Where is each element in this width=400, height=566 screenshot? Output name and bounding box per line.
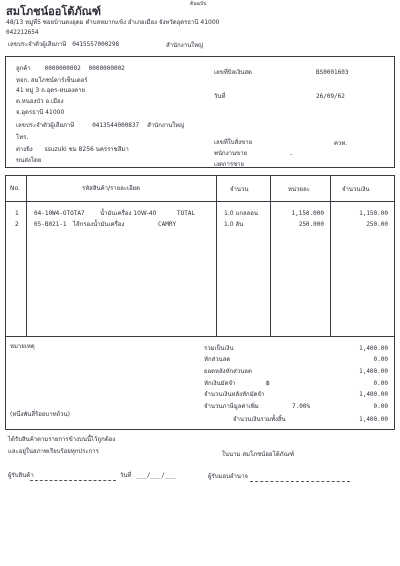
receiver-label: ผู้รับสินค้า — [8, 472, 34, 479]
total-label-vat: จำนวนภาษีมูลค่าเพิ่ม — [204, 403, 259, 410]
company-tax-id-value: 0415557000298 — [72, 41, 120, 48]
customer-name: หจก. สมโภชน์คาร์เซ็นเตอร์ — [16, 77, 88, 84]
doc-number: BS0001603 — [316, 69, 349, 76]
row-2-price: 250.000 — [298, 221, 324, 228]
received-note-2: และอยู่ในสภาพเรียบร้อยทุกประการ — [8, 448, 99, 455]
col-divider-price — [330, 175, 331, 336]
customer-phone-label: โทร. — [16, 134, 29, 141]
row-1-price: 1,150.000 — [291, 210, 324, 217]
customer-tax-id-value: 0413544000837 — [92, 122, 140, 129]
doc-date: 26/09/62 — [316, 93, 345, 100]
total-deposit-symbol: ฿ — [266, 380, 270, 387]
authorized-signature-line — [250, 481, 350, 482]
total-label-after-deposit: จำนวนเงินหลังหักมัดจำ — [204, 391, 265, 398]
total-label-after-discount: ยอดหลังหักส่วนลด — [204, 368, 252, 375]
row-2-amount: 250.00 — [366, 221, 388, 228]
company-tax-id-label: เลขประจำตัวผู้เสียภาษี — [8, 41, 67, 48]
header-amount: จำนวนเงิน — [342, 186, 370, 193]
row-1-extra: TOTAL — [177, 210, 196, 217]
doc-ref-label: เลขที่ใบสั่งขาย — [214, 139, 253, 146]
customer-code — [16, 65, 125, 72]
customer-tax-id — [16, 122, 184, 129]
customer-branch: สำนักงานใหญ่ — [147, 122, 185, 129]
row-2-qty: 1.0 ลัน — [224, 221, 244, 228]
total-value-after-deposit: 1,400.00 — [359, 391, 388, 398]
customer-address-3: จ.อุดรธานี 41000 — [16, 109, 65, 116]
header-desc: รหัสสินค้า/รายละเอียด — [82, 185, 141, 192]
doc-salesperson-label: พนักงานขาย — [214, 150, 248, 157]
header-price: หน่วยละ — [288, 186, 310, 193]
customer-code-1: 0000000002 — [44, 65, 81, 72]
row-1-amount: 1,150.00 — [359, 210, 388, 217]
receiver-date-label: วันที่ — [120, 472, 132, 479]
customer-vehicle-value: ssuzuki ชม 8256 นครราชสีมา — [44, 146, 129, 153]
total-value-subtotal: 1,400.00 — [359, 345, 388, 352]
row-1-qty: 1.0 แกลลอน — [224, 210, 259, 217]
customer-code-2: 0000000002 — [88, 65, 125, 72]
receiver-date-blank: ___/___/___ — [136, 472, 176, 479]
amount-in-words: (หนึ่งพันสี่ร้อยบาทถ้วน) — [10, 411, 70, 418]
received-note-1: ได้รับสินค้าตามรายการข้างบนนี้ไว้ถูกต้อง — [8, 436, 116, 443]
total-label-grand: จำนวนเงินรวมทั้งสิ้น — [233, 416, 286, 423]
company-branch: สำนักงานใหญ่ — [166, 42, 204, 49]
doc-number-label: เลขที่บิลเงินสด — [214, 69, 252, 76]
company-name: สมโภชน์ออโต้ภัณฑ์ — [6, 5, 101, 18]
doc-payment-label: เงตการชาย — [214, 161, 245, 168]
col-divider-desc — [216, 175, 217, 336]
customer-delivery — [16, 157, 41, 164]
customer-tax-id-label: เลขประจำตัวผู้เสียภาษี — [16, 122, 75, 129]
total-label-discount: หักส่วนลด — [204, 356, 231, 363]
row-2-code: 05-B021-1 — [34, 221, 67, 228]
row-2-extra: CAMRY — [158, 221, 177, 228]
customer-address-1: 41 หมู่ 3 ถ.อุดร-หนองคาย — [16, 87, 85, 94]
customer-vehicle-label: ต่างยิง — [16, 146, 33, 153]
receiver-signature-line — [30, 480, 116, 481]
header-no: No. — [10, 185, 20, 192]
doc-salesperson: - — [290, 151, 293, 158]
customer-address-2: ต.หนองบัว อ.เมือง — [16, 98, 64, 105]
total-value-deposit: 0.00 — [373, 380, 388, 387]
col-divider-qty — [270, 175, 271, 336]
row-1-desc: น้ำมันเครื่อง 10W-40 — [100, 210, 157, 217]
total-value-vat: 0.00 — [373, 403, 388, 410]
customer-vehicle — [16, 146, 129, 153]
doc-credit-label: ควท. — [334, 140, 348, 147]
row-2-desc: ไส้กรองน้ำมันเครื่อง — [73, 221, 125, 228]
header-qty: จำนวน — [230, 186, 249, 193]
row-1-no: 1 — [15, 210, 19, 217]
items-table — [5, 175, 395, 337]
total-value-after-discount: 1,400.00 — [359, 368, 388, 375]
copy-mark: ต้นฉบับ — [190, 1, 207, 7]
total-label-deposit: หักเงินมัดจำ — [204, 380, 236, 387]
total-vat-rate: 7.00% — [292, 403, 311, 410]
company-address: 48/13 หมู่ที่5 ซอยบ้านดงอุดม ตำบลหมากแข้ง อำเภอเมือง จังหวัดอุดรธานี 41000 — [6, 19, 220, 26]
customer-delivery-label: ขนส่งโดย — [16, 157, 42, 164]
customer-code-label: ลูกค้า — [16, 65, 31, 72]
total-label-subtotal: รวมเป็นเงิน — [204, 345, 234, 352]
company-phone: 042212654 — [6, 29, 39, 36]
company-tax-id — [8, 41, 119, 48]
authorized-label: ผู้รับมอบอำนาจ — [208, 473, 248, 480]
row-2-no: 2 — [15, 221, 19, 228]
header-divider — [5, 201, 394, 202]
customer-phone — [16, 134, 28, 141]
on-behalf: ในนาม สมโภชน์ออโต้ภัณฑ์ — [222, 451, 295, 458]
row-1-code: 04-10W4-OTOTA7 — [34, 210, 85, 217]
remarks-label: หมายเหตุ — [10, 343, 35, 350]
doc-date-label: วันที่ — [214, 93, 226, 100]
col-divider-no — [26, 175, 27, 336]
total-value-grand: 1,400.00 — [359, 416, 388, 423]
total-value-discount: 0.00 — [373, 356, 388, 363]
